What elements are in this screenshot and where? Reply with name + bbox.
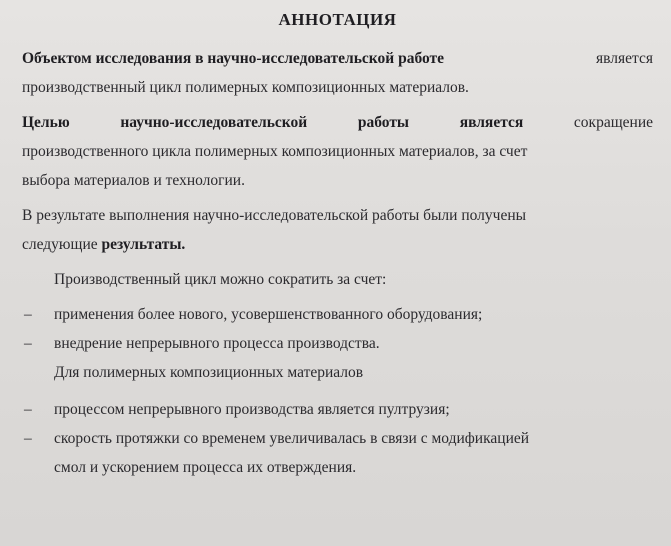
object-bold-text: Объектом исследования в научно-исследовательской работе — [22, 50, 445, 67]
paragraph-results — [22, 201, 653, 259]
dash-bullet: – — [24, 335, 32, 352]
paragraph-results-line2 — [22, 230, 653, 259]
paragraph-goal — [22, 108, 653, 195]
list-item — [22, 424, 653, 482]
paragraph-object-line1 — [22, 44, 653, 73]
list-pultrusion — [22, 395, 653, 482]
list-item-text: внедрение непрерывного процесса производства. — [54, 335, 380, 352]
list-methods — [22, 300, 653, 358]
dash-bullet: – — [24, 306, 32, 323]
page-title: АННОТАЦИЯ — [278, 10, 397, 29]
list-item-continuation: смол и ускорением процесса их отверждения. — [54, 459, 357, 476]
goal-rest-text: сокращение — [573, 114, 653, 131]
results-plain-text: следующие — [22, 236, 98, 253]
goal-bold-3: работы — [357, 114, 410, 131]
paragraph-object-line2: производственный цикл полимерных композиционных материалов. — [22, 79, 469, 96]
paragraph-goal-line2 — [22, 137, 653, 166]
dash-bullet: – — [24, 401, 32, 418]
paragraph-reduce: Производственный цикл можно сократить за счет: — [54, 271, 387, 288]
list-item — [22, 395, 653, 424]
paragraph-goal-line1 — [22, 108, 653, 137]
sub-heading: Для полимерных композиционных материалов — [54, 364, 364, 381]
goal-bold-2: научно-исследовательской — [120, 114, 308, 131]
list-item-text: процессом непрерывного производства является пултрузия; — [54, 401, 450, 418]
list-item-text: применения более нового, усовершенствованного оборудования; — [54, 306, 483, 323]
object-rest-text: является — [596, 50, 653, 67]
list-item-text — [54, 424, 653, 453]
paragraph-goal-line3: выбора материалов и технологии. — [22, 172, 245, 189]
paragraph-results-line1: В результате выполнения научно-исследовательской работы были получены — [22, 207, 527, 224]
list-item — [22, 329, 653, 358]
dash-bullet: – — [24, 430, 32, 447]
list-item — [22, 300, 653, 329]
goal-bold-1: Целью — [22, 114, 70, 131]
goal-bold-4: является — [459, 114, 524, 131]
list-item-text-line: скорость протяжки со временем увеличивалась в связи с модификацией — [54, 430, 530, 447]
results-bold-text: результаты. — [101, 236, 186, 253]
goal-line2-text: производственного цикла полимерных композиционных материалов, за счет — [22, 143, 528, 160]
paragraph-object — [22, 44, 653, 102]
